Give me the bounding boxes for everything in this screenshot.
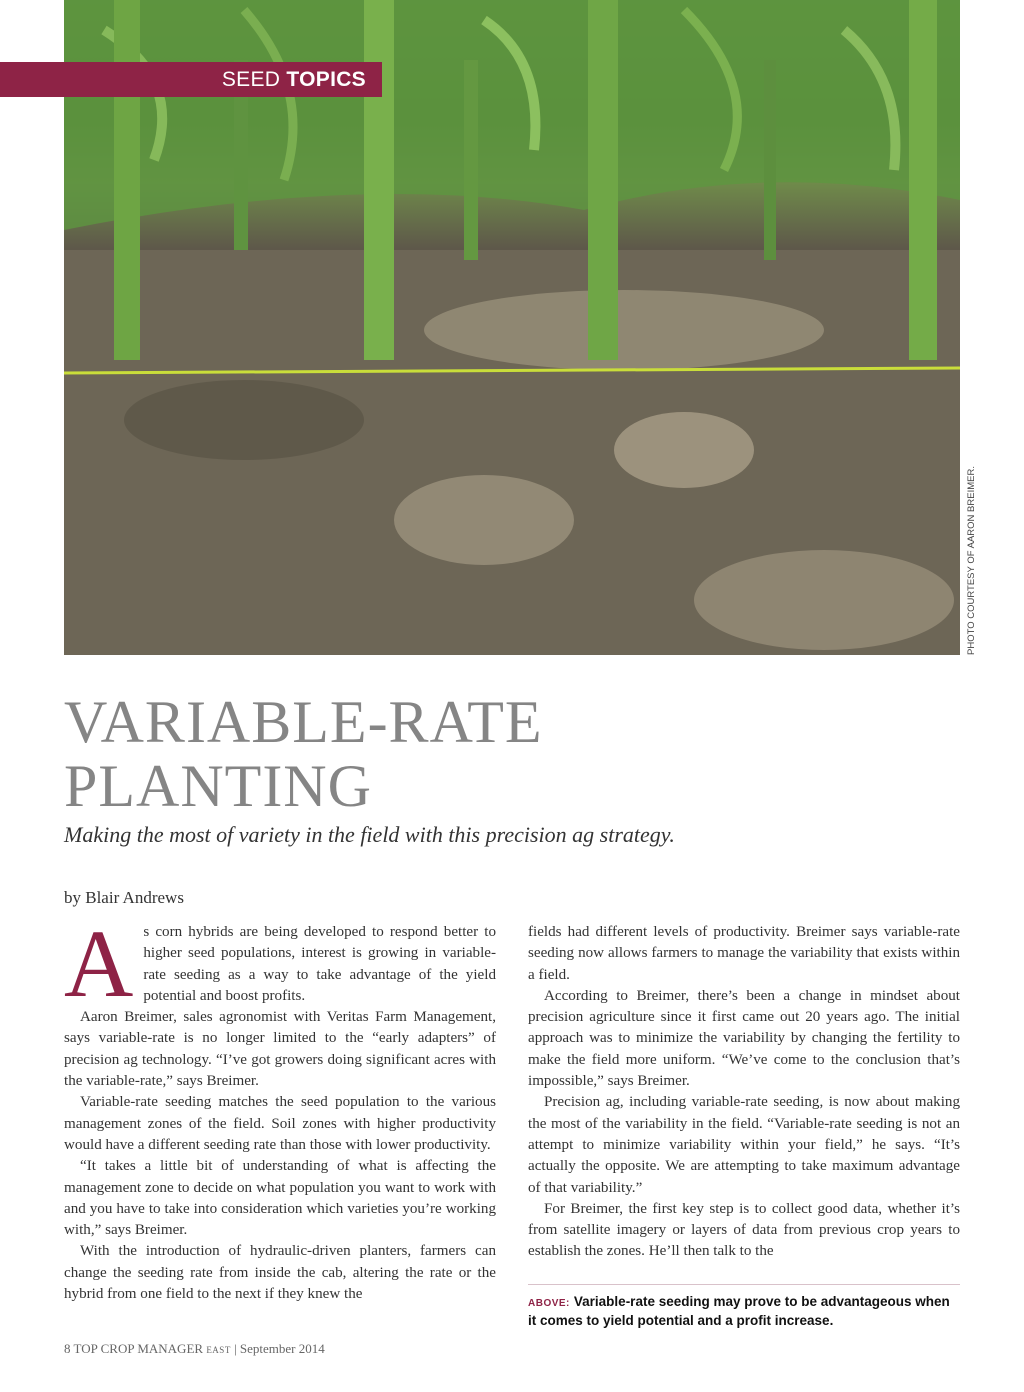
paragraph: “It takes a little bit of understanding of what is affecting the management zone to decide on what population you want to work with and you have to take into consideration which varieties you’re working with,” says Breimer.	[64, 1158, 496, 1239]
article-subtitle: Making the most of variety in the field with this precision ag strategy.	[64, 822, 675, 847]
page-footer	[64, 1341, 325, 1357]
corn-field-illustration	[64, 0, 960, 655]
right-column	[528, 922, 960, 1263]
section-tag-light: SEED	[221, 68, 287, 91]
article-title	[64, 690, 543, 818]
edition: EAST	[206, 1345, 231, 1355]
paragraph	[64, 910, 496, 1017]
caption-text: Variable-rate seeding may prove to be advantageous when it comes to yield potential and a profit increase.	[528, 1294, 950, 1328]
paragraph: Aaron Breimer, sales agronomist with Veritas Farm Management, says variable-rate is no longer limited to the “early adapters” of precision ag technology. “I’ve got growers doing significant acres with the variable-rate,” says Breimer.	[64, 1009, 496, 1090]
footer-separator: |	[234, 1341, 237, 1356]
hero-photo-corn-field	[64, 0, 960, 655]
drop-cap: A	[64, 910, 134, 1017]
issue-date: September 2014	[239, 1341, 325, 1356]
paragraph: According to Breimer, there’s been a change in mindset about precision agriculture since it first came out 20 years ago. The initial approach was to minimize the variability by changing the fertility to make the field more uniform. “We’ve come to the conclusion that’s impossible,” says Breimer.	[528, 987, 960, 1090]
left-column	[64, 910, 496, 1305]
paragraph: With the introduction of hydraulic-driven planters, farmers can change the seeding rate from inside the cab, altering the rate or the hybrid from one field to the next if they knew the	[64, 1243, 496, 1303]
paragraph: Precision ag, including variable-rate seeding, is now about making the most of the variability in the field. “Variable-rate seeding is not an attempt to minimize variability within your field,” he says. “It’s actually the opposite. We are attempting to take maximum advantage of that variability.”	[528, 1094, 960, 1196]
paragraph-text: s corn hybrids are being developed to respond better to higher seed populations, interest is growing in variable-rate seeding as a way to take advantage of the yield potential and boost profits.	[143, 924, 496, 1004]
paragraph: Variable-rate seeding matches the seed population to the various management zones of the field. Soil zones with higher productivity would have a different seeding rate than those with lower productivity.	[64, 1094, 496, 1153]
section-tag-bold: TOPICS	[286, 68, 366, 91]
byline: by Blair Andrews	[64, 888, 184, 907]
photo-credit: PHOTO COURTESY OF AARON BREIMER.	[966, 466, 977, 655]
page-number: 8	[64, 1341, 71, 1356]
paragraph: fields had different levels of productivity. Breimer says variable-rate seeding now allows farmers to manage the variability that exists within a field.	[528, 924, 960, 983]
photo-caption	[528, 1284, 960, 1329]
magazine-name: TOP CROP MANAGER	[73, 1341, 204, 1356]
title-line-1: VARIABLE-RATE	[64, 689, 543, 755]
paragraph: For Breimer, the first key step is to collect good data, whether it’s from satellite imagery or layers of data from previous crop years to establish the zones. He’ll then talk to the	[528, 1200, 960, 1260]
section-tag	[0, 62, 382, 97]
caption-label: ABOVE:	[528, 1298, 570, 1309]
title-line-2: PLANTING	[64, 753, 372, 819]
